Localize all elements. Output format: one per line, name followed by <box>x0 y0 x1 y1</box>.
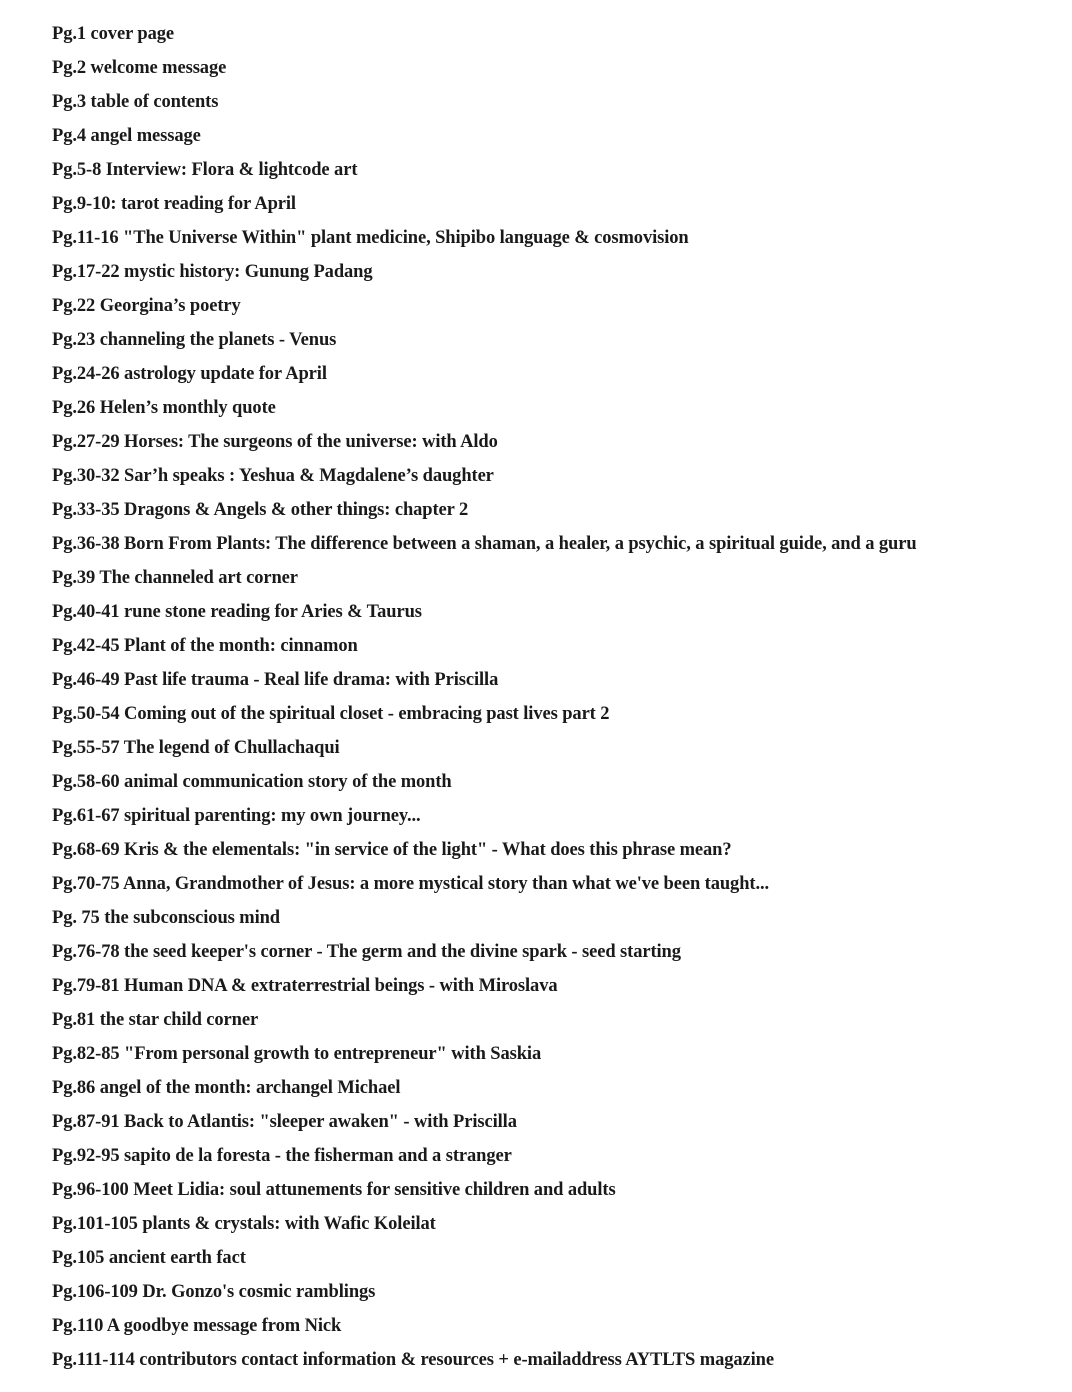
toc-entry: Pg.39 The channeled art corner <box>52 568 298 588</box>
toc-entry: Pg.110 A goodbye message from Nick <box>52 1316 342 1336</box>
toc-entry: Pg.82-85 "From personal growth to entrepreneur" with Saskia <box>52 1044 542 1064</box>
toc-entry: Pg.68-69 Kris & the elementals: "in service of the light" - What does this phrase mean? <box>52 840 732 860</box>
toc-entry: Pg.2 welcome message <box>52 58 227 78</box>
toc-entry: Pg.3 table of contents <box>52 92 219 112</box>
toc-entry: Pg.81 the star child corner <box>52 1010 259 1030</box>
toc-entry: Pg.23 channeling the planets - Venus <box>52 330 337 350</box>
toc-entry: Pg.46-49 Past life trauma - Real life drama: with Priscilla <box>52 670 499 690</box>
toc-entry: Pg.76-78 the seed keeper's corner - The germ and the divine spark - seed starting <box>52 942 681 962</box>
toc-entry: Pg.11-16 "The Universe Within" plant medicine, Shipibo language & cosmovision <box>52 228 689 248</box>
toc-entry: Pg.111-114 contributors contact information & resources + e-mailaddress AYTLTS magazine <box>52 1350 774 1370</box>
toc-entry: Pg.79-81 Human DNA & extraterrestrial beings - with Miroslava <box>52 976 558 996</box>
toc-entry: Pg.101-105 plants & crystals: with Wafic Koleilat <box>52 1214 436 1234</box>
toc-entry: Pg.86 angel of the month: archangel Michael <box>52 1078 401 1098</box>
toc-entry: Pg.92-95 sapito de la foresta - the fisherman and a stranger <box>52 1146 512 1166</box>
toc-entry: Pg.30-32 Sar’h speaks : Yeshua & Magdalene’s daughter <box>52 466 494 486</box>
toc-entry: Pg.50-54 Coming out of the spiritual closet - embracing past lives part 2 <box>52 704 610 724</box>
toc-entry: Pg.26 Helen’s monthly quote <box>52 398 276 418</box>
toc-entry: Pg.9-10: tarot reading for April <box>52 194 296 214</box>
toc-entry: Pg.27-29 Horses: The surgeons of the universe: with Aldo <box>52 432 498 452</box>
table-of-contents <box>52 20 1062 1380</box>
toc-entry: Pg.42-45 Plant of the month: cinnamon <box>52 636 358 656</box>
toc-entry: Pg.87-91 Back to Atlantis: "sleeper awaken" - with Priscilla <box>52 1112 517 1132</box>
toc-entry: Pg.70-75 Anna, Grandmother of Jesus: a more mystical story than what we've been taught... <box>52 874 770 894</box>
toc-entry: Pg.1 cover page <box>52 24 174 44</box>
toc-entry: Pg.17-22 mystic history: Gunung Padang <box>52 262 373 282</box>
toc-entry: Pg.106-109 Dr. Gonzo's cosmic ramblings <box>52 1282 376 1302</box>
toc-entry: Pg.36-38 Born From Plants: The difference between a shaman, a healer, a psychic, a spiritual guide, and a guru <box>52 534 917 554</box>
toc-entry: Pg.58-60 animal communication story of the month <box>52 772 452 792</box>
toc-entry: Pg.55-57 The legend of Chullachaqui <box>52 738 340 758</box>
toc-entry: Pg.24-26 astrology update for April <box>52 364 327 384</box>
toc-entry: Pg.4 angel message <box>52 126 201 146</box>
toc-entry: Pg. 75 the subconscious mind <box>52 908 280 928</box>
toc-entry: Pg.96-100 Meet Lidia: soul attunements for sensitive children and adults <box>52 1180 616 1200</box>
toc-entry: Pg.22 Georgina’s poetry <box>52 296 241 316</box>
toc-entry: Pg.40-41 rune stone reading for Aries & Taurus <box>52 602 422 622</box>
toc-entry: Pg.105 ancient earth fact <box>52 1248 246 1268</box>
toc-entry: Pg.33-35 Dragons & Angels & other things: chapter 2 <box>52 500 469 520</box>
toc-entry: Pg.61-67 spiritual parenting: my own journey... <box>52 806 421 826</box>
toc-entry: Pg.5-8 Interview: Flora & lightcode art <box>52 160 358 180</box>
